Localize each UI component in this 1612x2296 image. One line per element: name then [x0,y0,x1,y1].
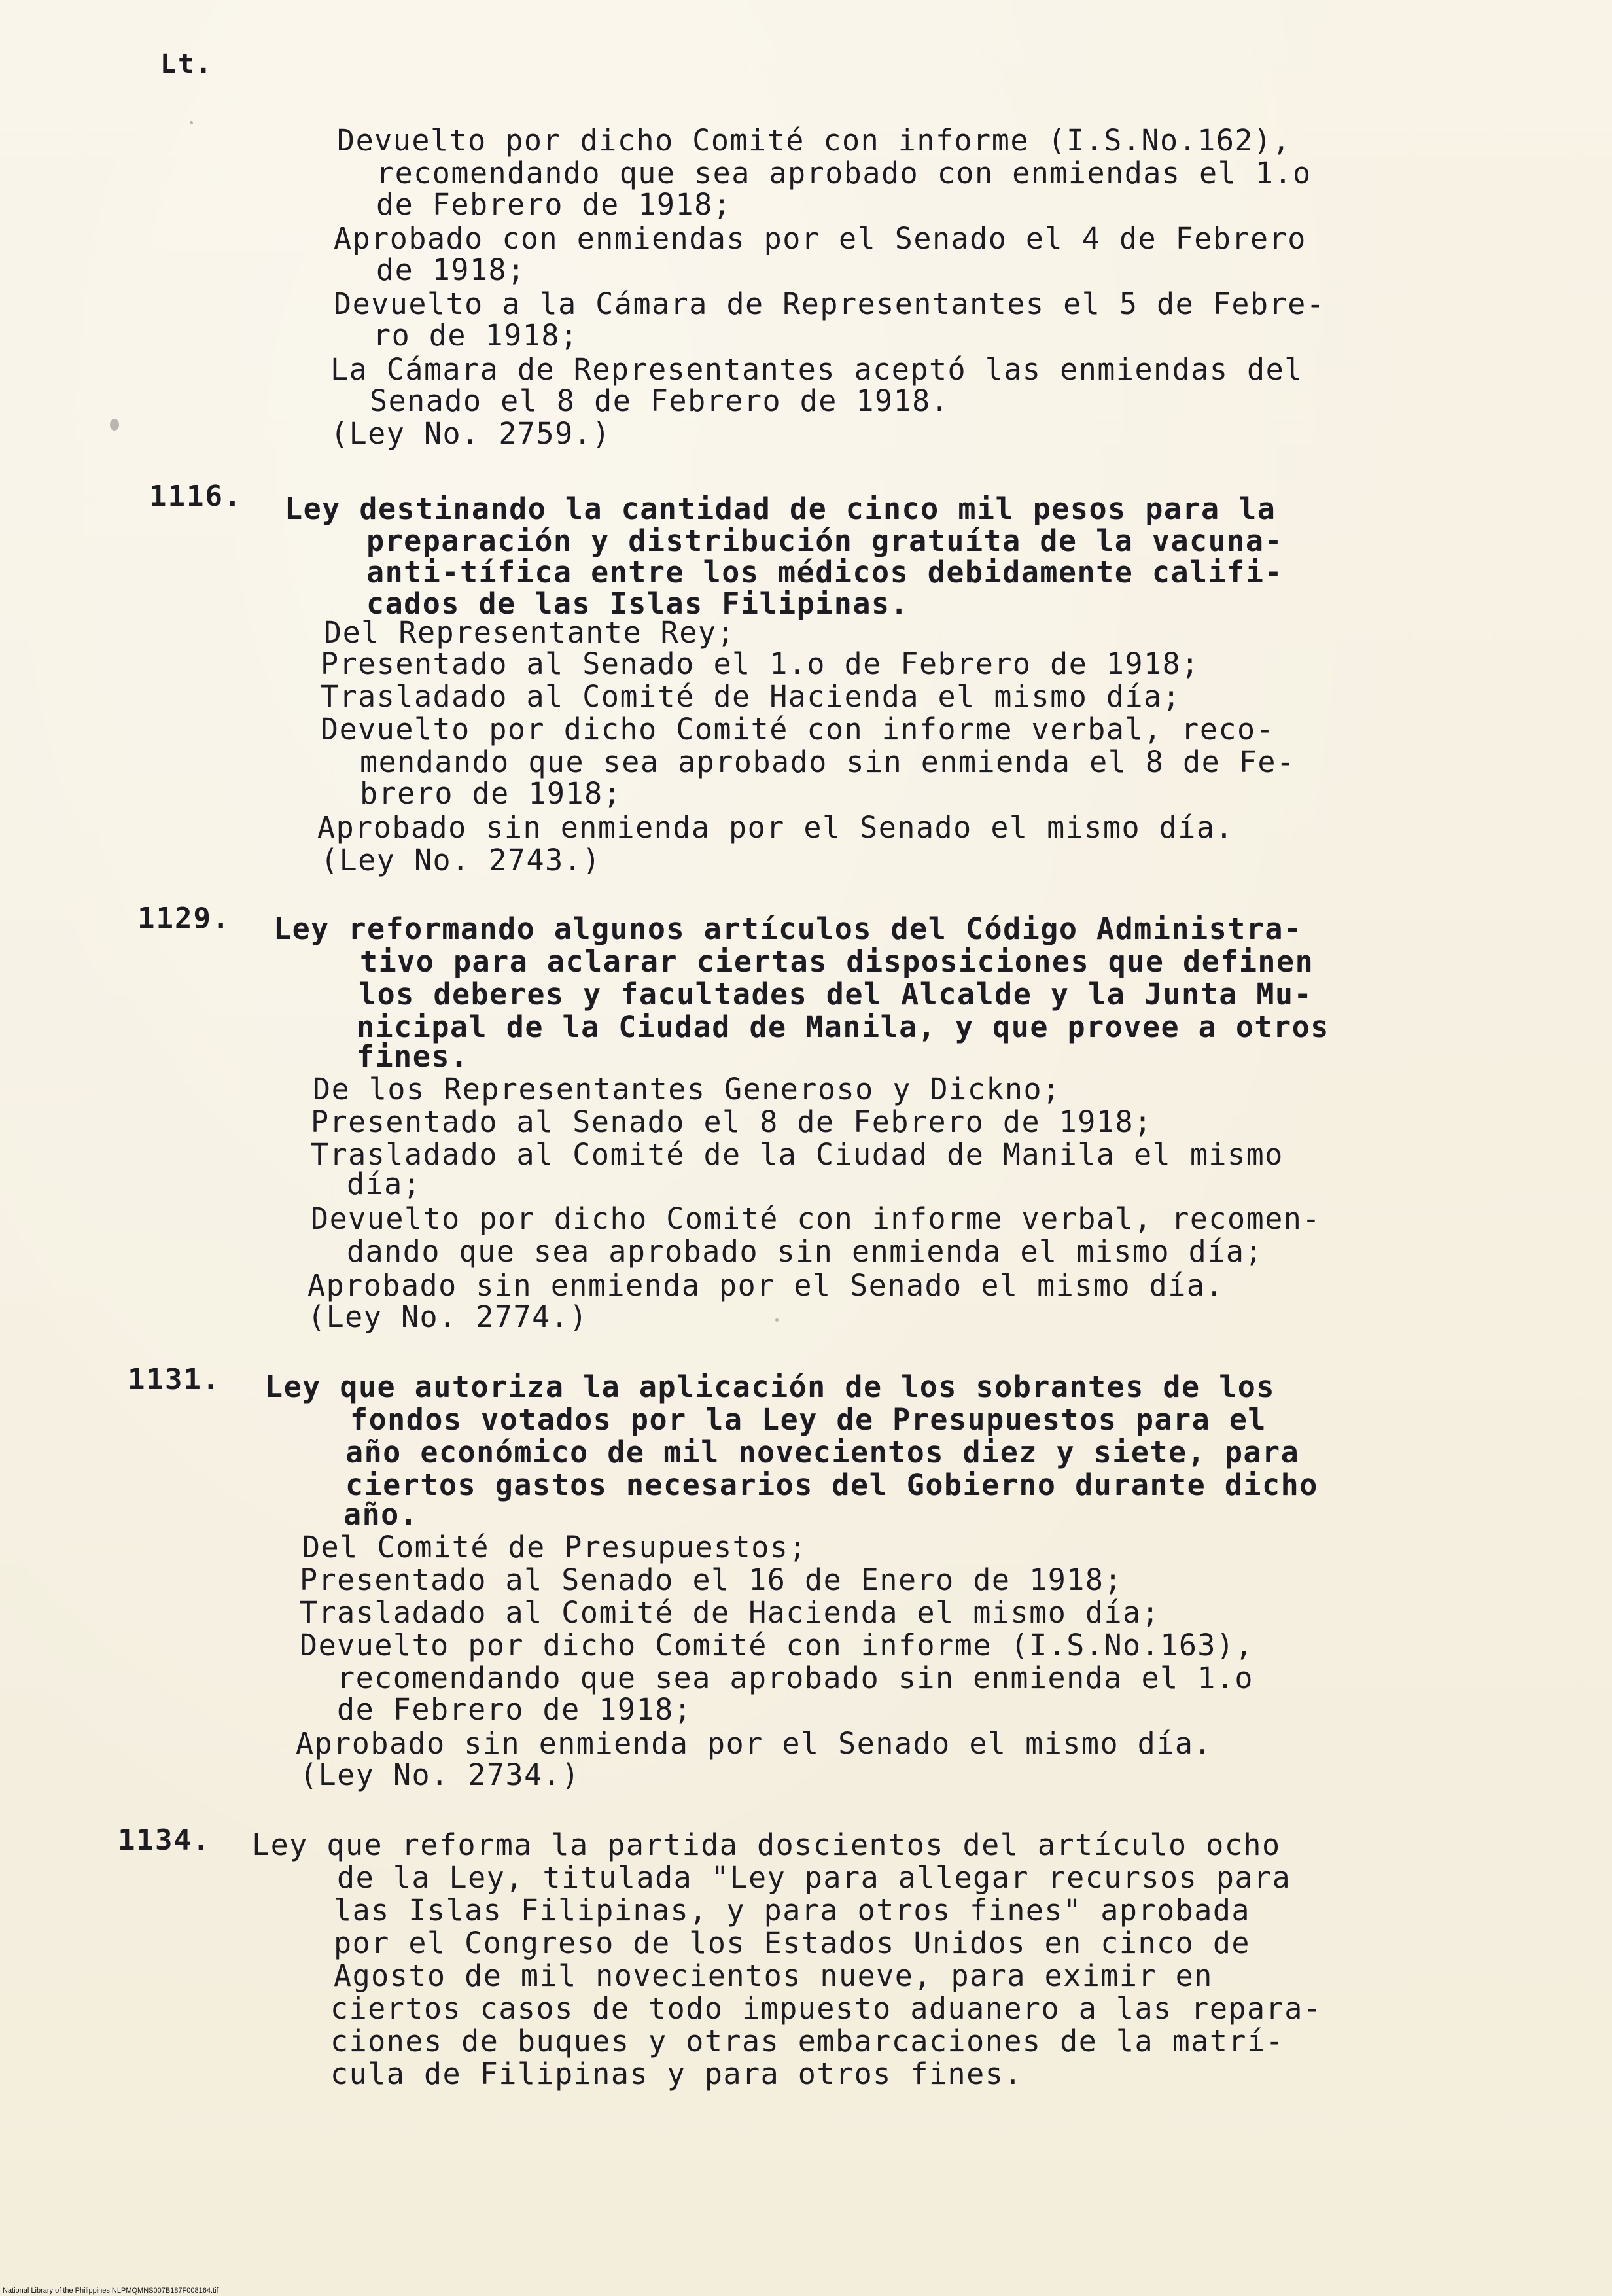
bill-title-line: Agosto de mil novecientos nueve, para eximir en [334,1958,1213,1993]
bill-title-line: fines. [357,1039,469,1074]
bill-history-line: dando que sea aprobado sin enmienda el mismo día; [347,1234,1264,1269]
bill-history-line: Devuelto por dicho Comité con informe (I.S.No.163), [300,1628,1254,1663]
bill-history-line: (Ley No. 2774.) [307,1299,588,1334]
bill-history-line: De los Representantes Generoso y Dickno; [313,1072,1061,1106]
bill-title-line: Ley destinando la cantidad de cinco mil pesos para la [285,491,1276,526]
scan-footer: National Library of the Philippines NLPMQMNS007B187F008164.tif [3,2287,219,2295]
bill-history-line: brero de 1918; [360,776,622,811]
bill-history-line: Trasladado al Comité de Hacienda el mismo día; [321,679,1182,714]
bill-history-line: (Ley No. 2734.) [300,1757,580,1792]
intro-line: de 1918; [376,253,526,287]
bill-history-line: de Febrero de 1918; [337,1692,693,1727]
intro-line: Devuelto a la Cámara de Representantes el 5 de Febre- [334,287,1325,321]
bill-title-line: anti-tífica entre los médicos debidamente califi- [366,555,1284,590]
bill-title-line: Ley que autoriza la aplicación de los sobrantes de los [265,1369,1275,1404]
bill-history-line: recomendando que sea aprobado sin enmienda el 1.o [337,1661,1254,1695]
bill-title-line: año. [343,1497,419,1532]
bill-title-line: de la Ley, titulada "Ley para allegar recursos para [337,1860,1291,1895]
bill-title-line: tivo para aclarar ciertas disposiciones que definen [360,944,1314,979]
bill-title-line: ciertos casos de todo impuesto aduanero a las repara- [330,1991,1322,2026]
bill-history-line: mendando que sea aprobado sin enmienda el 8 de Fe- [360,745,1295,779]
bill-number: 1129. [137,902,231,935]
bill-title-line: ciertos gastos necesarios del Gobierno durante dicho [345,1468,1318,1502]
scan-speck [775,1318,779,1322]
bill-number: 1116. [149,480,243,513]
bill-history-line: (Ley No. 2743.) [321,843,601,877]
intro-line: de Febrero de 1918; [376,187,732,222]
intro-line: Aprobado con enmiendas por el Senado el 4 de Febrero [334,221,1306,256]
bill-history-line: Aprobado sin enmienda por el Senado el mismo día. [307,1268,1225,1303]
bill-history-line: Devuelto por dicho Comité con informe verbal, recomen- [311,1201,1321,1236]
bill-history-line: Presentado al Senado el 16 de Enero de 1918; [300,1563,1123,1597]
bill-history-line: Devuelto por dicho Comité con informe verbal, reco- [321,712,1275,747]
bill-history-line: Trasladado al Comité de Hacienda el mismo día; [300,1595,1161,1630]
intro-line: La Cámara de Representantes aceptó las enmiendas del [330,352,1303,387]
bill-title-line: por el Congreso de los Estados Unidos en cinco de [334,1926,1251,1960]
bill-history-line: día; [347,1167,422,1201]
bill-number: 1131. [128,1363,221,1396]
intro-line: (Ley No. 2759.) [330,416,611,451]
bill-title-line: cados de las Islas Filipinas. [366,586,909,621]
intro-line: ro de 1918; [373,318,579,353]
bill-history-line: Trasladado al Comité de la Ciudad de Manila el mismo [311,1137,1284,1172]
bill-history-line: Presentado al Senado el 8 de Febrero de 1918; [311,1104,1153,1139]
bill-title-line: las Islas Filipinas, y para otros fines" aprobada [334,1893,1251,1928]
bill-history-line: Presentado al Senado el 1.o de Febrero de 1918; [321,646,1200,681]
intro-line: recomendando que sea aprobado con enmiendas el 1.o [376,156,1312,190]
intro-line: Devuelto por dicho Comité con informe (I.S.No.162), [337,123,1291,158]
bill-title-line: los deberes y facultades del Alcalde y la Junta Mu- [359,977,1313,1012]
bill-title-line: ciones de buques y otras embarcaciones de la matrí- [330,2024,1285,2058]
bill-title-line: año económico de mil novecientos diez y siete, para [345,1435,1300,1470]
bill-history-line: Aprobado sin enmienda por el Senado el mismo día. [317,810,1235,845]
bill-number: 1134. [118,1824,211,1857]
intro-line: Senado el 8 de Febrero de 1918. [370,383,950,418]
bill-history-line: Del Representante Rey; [324,615,736,650]
bill-history-line: Del Comité de Presupuestos; [302,1530,807,1564]
bill-title-line: fondos votados por la Ley de Presupuestos para el [350,1402,1267,1437]
bill-title-line: Ley reformando algunos artículos del Código Administra- [273,911,1303,946]
bill-title-line: preparación y distribución gratuíta de la vacuna- [366,523,1284,558]
bill-title-line: Ley que reforma la partida doscientos del artículo ocho [252,1828,1281,1862]
scan-speck [190,121,193,124]
bill-title-line: cula de Filipinas y para otros fines. [330,2057,1023,2091]
scan-speck [110,419,119,431]
page-header-mark: Lt. [160,49,214,79]
bill-title-line: nicipal de la Ciudad de Manila, y que provee a otros [357,1010,1329,1044]
bill-history-line: Aprobado sin enmienda por el Senado el mismo día. [296,1726,1213,1761]
